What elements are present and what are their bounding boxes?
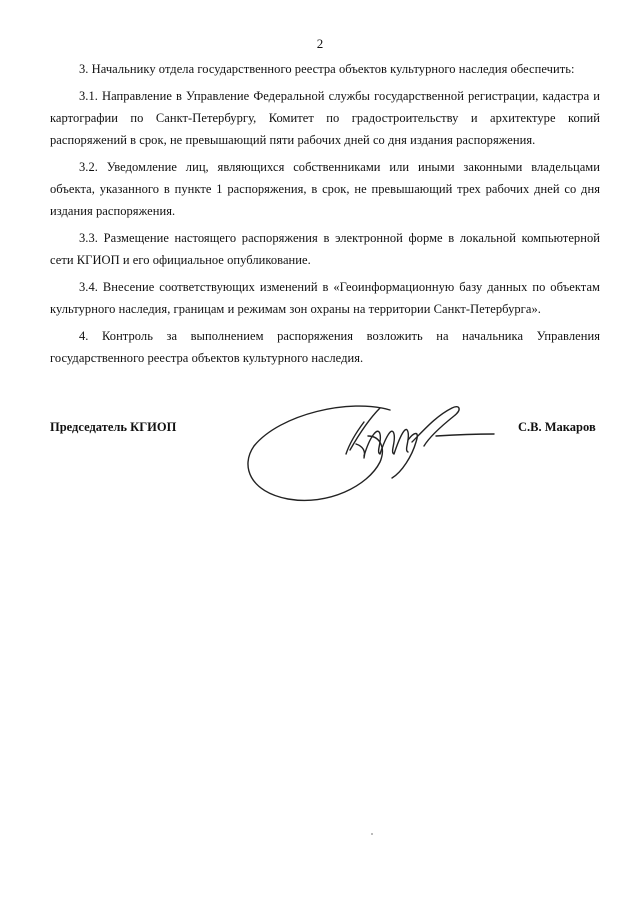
signer-title: Председатель КГИОП bbox=[50, 420, 177, 434]
paragraph-3-3: 3.3. Размещение настоящего распоряжения в электронной форме в локальной компьютерной сети КГИОП и его официальное опубликование. bbox=[50, 231, 600, 267]
paragraph-3-4: 3.4. Внесение соответствующих изменений в «Геоинформационную базу данных по объектам культурного наследия, границам и режимам зон охраны на территории Санкт-Петербурга». bbox=[50, 280, 600, 316]
signer-name: С.В. Макаров bbox=[518, 420, 596, 434]
handwritten-signature-icon bbox=[240, 396, 500, 506]
page-number: 2 bbox=[316, 36, 324, 51]
scan-speck bbox=[371, 833, 373, 835]
paragraph-3: 3. Начальнику отдела государственного реестра объектов культурного наследия обеспечить: bbox=[79, 62, 575, 76]
paragraph-4: 4. Контроль за выполнением распоряжения возложить на начальника Управления государственного реестра объектов культурного наследия. bbox=[50, 329, 600, 365]
document-body bbox=[50, 58, 600, 374]
paragraph-3-2: 3.2. Уведомление лиц, являющихся собственниками или иными законными владельцами объекта, указанного в пункте 1 распоряжения, в срок, не превышающий трех рабочих дней со дня издания распоряжения. bbox=[50, 160, 600, 218]
signature-block bbox=[0, 396, 640, 506]
paragraph-3-1: 3.1. Направление в Управление Федеральной службы государственной регистрации, кадастра и картографии по Санкт-Петербургу, Комитет по градостроительству и архитектуре копий распоряжений в срок, не превышающий пяти рабочих дней со дня издания распоряжения. bbox=[50, 89, 600, 147]
